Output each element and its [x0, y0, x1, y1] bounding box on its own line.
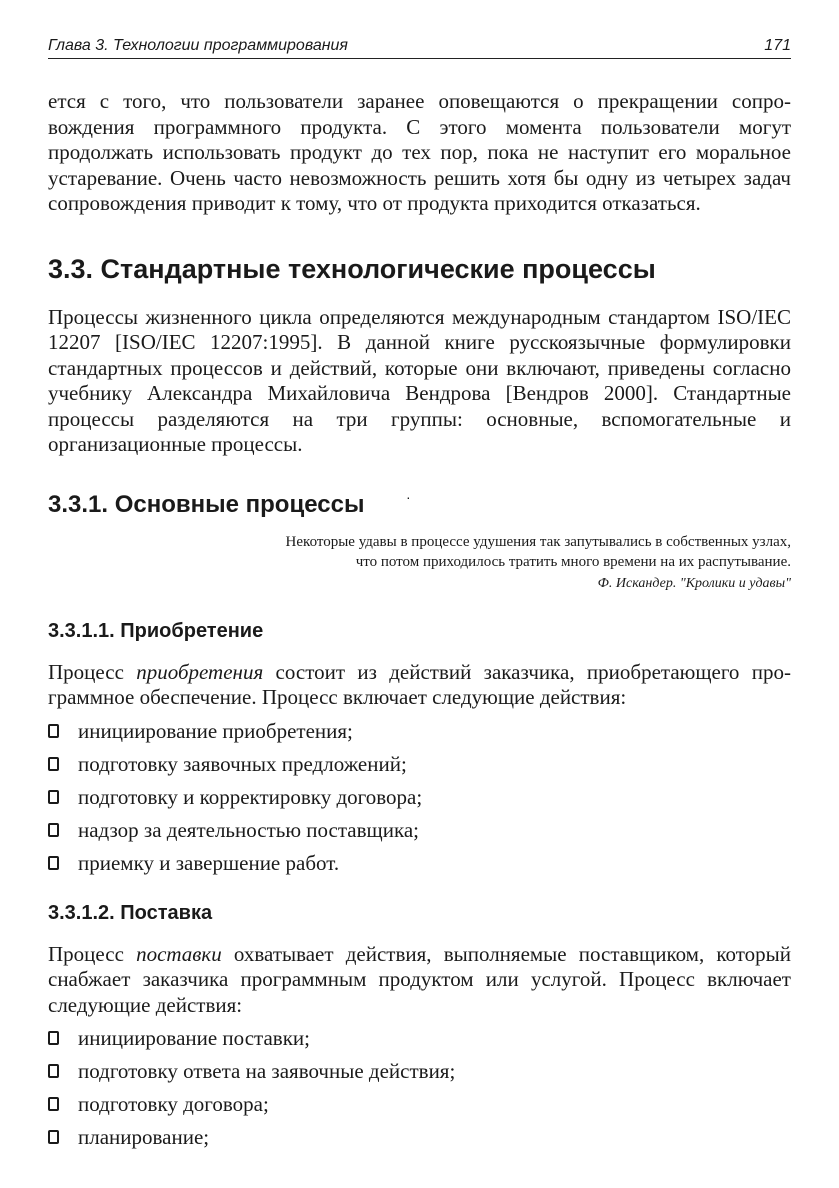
checkbox-bullet-icon — [48, 1064, 59, 1078]
list-item-text: подготовку и корректировку договора; — [78, 784, 423, 809]
paragraph-text: Процесс — [48, 659, 137, 684]
section-heading-acquisition: 3.3.1.1. Приобретение — [48, 619, 264, 642]
supply-list — [48, 1026, 791, 1150]
page-number: 171 — [764, 37, 791, 54]
term-emphasis: поставки — [136, 941, 222, 966]
list-item — [48, 752, 791, 777]
list-item — [48, 785, 791, 810]
supply-paragraph — [48, 942, 791, 1019]
checkbox-bullet-icon — [48, 790, 59, 804]
list-item — [48, 719, 791, 744]
checkbox-bullet-icon — [48, 724, 59, 738]
epigraph-line: Некоторые удавы в процессе удушения так запутывались в собственных узлах, — [285, 533, 791, 550]
list-item-text: подготовку заявочных предложений; — [78, 751, 407, 776]
print-speck: · — [406, 488, 411, 505]
paragraph-text: состоит из действий заказчика, приобретающего программное обеспечение. Процесс включает следующие действия: — [48, 659, 791, 709]
running-head — [48, 36, 791, 59]
acquisition-paragraph — [48, 660, 791, 711]
section-heading-3-3-1 — [48, 490, 791, 520]
list-item — [48, 1092, 791, 1117]
list-item-text: подготовку договора; — [78, 1092, 269, 1116]
list-item-text: инициирование поставки; — [78, 1026, 310, 1050]
intro-paragraph: ется с того, что пользователи заранее оповещаются о прекращении сопровождения программного продукта. С этого момента пользователи могут продолжать использовать продукт до тех пор, пока не наступит его моральное устаревание. Очень часто невозможность решить хотя бы одну из четырех задач сопровождения приводит к тому, что от продукта приходится отказаться. — [48, 89, 791, 215]
list-item-text: инициирование приобретения; — [78, 718, 353, 743]
chapter-title: Глава 3. Технологии программирования — [48, 37, 348, 54]
book-page — [48, 36, 791, 1158]
checkbox-bullet-icon — [48, 757, 59, 771]
section-3-3-paragraph: Процессы жизненного цикла определяются международным стандартом ISO/IEC 12207 [ISO/IEC 12207:1995]. В данной книге русскоязычные формулировки стандартных процессов и действий, которые они включают, приведены согласно учебнику Александра Михайловича Вендрова [Вендров 2000]. Стандартные процессы разделяются на три группы: основные, вспомогательные и организационные процессы. — [48, 304, 791, 456]
term-emphasis: приобретения — [136, 659, 264, 684]
list-item — [48, 818, 791, 843]
checkbox-bullet-icon — [48, 823, 59, 837]
epigraph — [48, 532, 791, 594]
list-item-text: надзор за деятельностью поставщика; — [78, 817, 419, 842]
checkbox-bullet-icon — [48, 1097, 59, 1111]
list-item — [48, 851, 791, 876]
section-heading-supply: 3.3.1.2. Поставка — [48, 901, 213, 924]
list-item-text: приемку и завершение работ. — [78, 850, 340, 875]
list-item — [48, 1026, 791, 1051]
checkbox-bullet-icon — [48, 856, 59, 870]
epigraph-line: что потом приходилось тратить много времени на их распутывание. — [355, 553, 791, 570]
list-item — [48, 1059, 791, 1084]
list-item — [48, 1125, 791, 1150]
list-item-text: планирование; — [78, 1125, 210, 1149]
paragraph-text: Процесс — [48, 941, 137, 966]
epigraph-author: Ф. Искандер. "Кролики и удавы" — [597, 575, 791, 591]
checkbox-bullet-icon — [48, 1130, 59, 1144]
paragraph-text: охватывает действия, выполняемые поставщиком, который снабжает заказчика программным продуктом или услугой. Процесс включает следующие действия: — [48, 941, 791, 1017]
section-heading-3-3: 3.3. Стандартные технологические процессы — [48, 253, 656, 284]
acquisition-list — [48, 719, 791, 876]
section-heading-3-3-1-text: 3.3.1. Основные процессы — [48, 490, 365, 518]
checkbox-bullet-icon — [48, 1031, 59, 1045]
list-item-text: подготовку ответа на заявочные действия; — [78, 1059, 456, 1083]
